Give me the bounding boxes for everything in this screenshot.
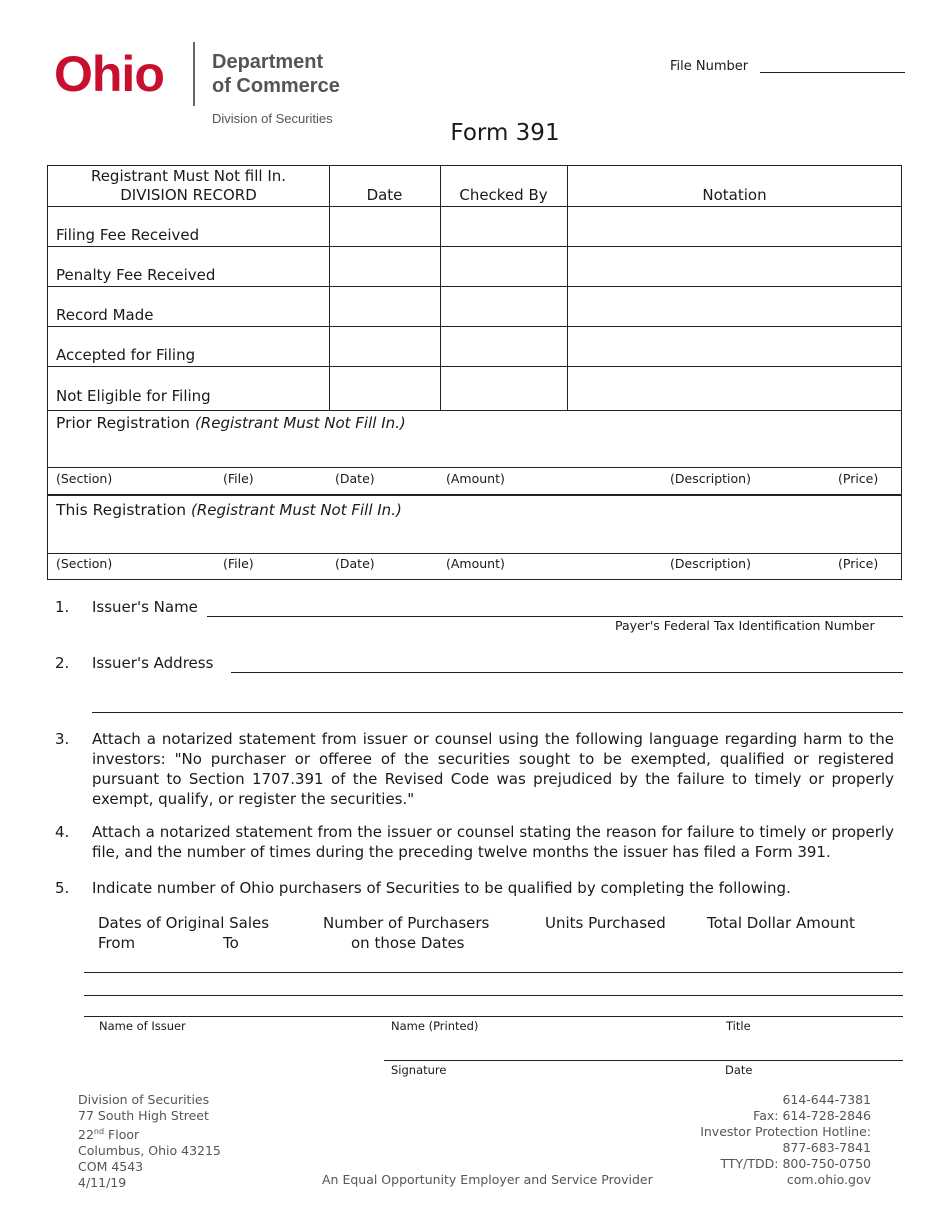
row-filing-fee-received: Filing Fee Received — [56, 226, 200, 244]
department-line2: of Commerce — [212, 75, 340, 97]
issuer-address-label: Issuer's Address — [92, 654, 214, 672]
signature-label: Signature — [391, 1063, 447, 1077]
name-of-issuer-field[interactable] — [84, 1016, 903, 1017]
prior-field-description: (Description) — [670, 471, 751, 486]
item-3-text: Attach a notarized statement from issuer or counsel using the following language regarding harm to the investors: "No purchaser or offeree of the securities sought to be exempted, qualified or registered pursuant to Section 1707.391 of the Revised Code was prejudiced by the failure to timely or properly exempt, qualify, or register the securities." — [92, 730, 894, 808]
prior-field-date: (Date) — [335, 471, 375, 486]
division-name: Division of Securities — [212, 111, 333, 126]
this-registration-note: (Registrant Must Not Fill In.) — [191, 501, 402, 519]
item-5-number: 5. — [55, 879, 70, 897]
this-field-date: (Date) — [335, 556, 375, 571]
division-record-table — [47, 165, 902, 411]
this-field-section: (Section) — [56, 556, 113, 571]
prior-registration-note: (Registrant Must Not Fill In.) — [194, 414, 406, 432]
row-penalty-fee-received: Penalty Fee Received — [56, 266, 216, 284]
purchasers-row-line-1[interactable] — [84, 972, 903, 973]
this-registration-label: This Registration — [56, 501, 191, 519]
title-label: Title — [726, 1019, 751, 1033]
tax-id-label: Payer's Federal Tax Identification Number — [615, 618, 875, 633]
item-5-text: Indicate number of Ohio purchasers of Securities to be qualified by completing the following. — [92, 879, 791, 897]
row-not-eligible-for-filing: Not Eligible for Filing — [56, 387, 211, 405]
file-number-label: File Number — [670, 59, 749, 74]
this-registration-title — [56, 501, 402, 519]
row-accepted-for-filing: Accepted for Filing — [56, 346, 196, 364]
logo-divider — [193, 42, 195, 106]
column-notation: Notation — [702, 186, 767, 204]
from-header: From — [98, 934, 136, 952]
column-date: Date — [366, 186, 403, 204]
footer-hotline: 877-683-7841 — [782, 1140, 871, 1155]
item-2-number: 2. — [55, 654, 70, 672]
registrant-note: Registrant Must Not fill In. — [90, 167, 287, 185]
dates-of-original-sales-header: Dates of Original Sales — [98, 914, 270, 932]
signature-field[interactable] — [384, 1060, 903, 1061]
to-header: To — [223, 934, 239, 952]
footer-street: 77 South High Street — [78, 1108, 209, 1123]
this-field-description: (Description) — [670, 556, 751, 571]
form-title: Form 391 — [450, 120, 560, 146]
prior-field-price: (Price) — [838, 471, 879, 486]
on-those-dates-header: on those Dates — [351, 934, 465, 952]
file-number-field[interactable] — [760, 72, 905, 73]
ohio-logo: Ohio — [54, 46, 164, 102]
purchasers-row-line-2[interactable] — [84, 995, 903, 996]
date-label: Date — [725, 1063, 753, 1077]
footer-equal-opportunity: An Equal Opportunity Employer and Service Provider — [322, 1172, 653, 1187]
this-field-amount: (Amount) — [446, 556, 505, 571]
division-record-header — [48, 167, 329, 205]
footer-website-link[interactable]: com.ohio.gov — [786, 1172, 871, 1187]
name-printed-label: Name (Printed) — [391, 1019, 479, 1033]
number-of-purchasers-header: Number of Purchasers — [323, 914, 490, 932]
this-registration-box — [47, 494, 902, 580]
footer-fax: Fax: 614-728-2846 — [753, 1108, 871, 1123]
prior-registration-box — [47, 410, 902, 496]
prior-registration-label: Prior Registration — [56, 414, 195, 432]
prior-field-amount: (Amount) — [446, 471, 505, 486]
issuer-name-label: Issuer's Name — [92, 598, 198, 616]
issuer-address-field[interactable] — [231, 672, 903, 673]
department-line1: Department — [212, 51, 324, 73]
prior-registration-title — [56, 414, 406, 432]
item-4-number: 4. — [55, 823, 70, 841]
this-field-price: (Price) — [838, 556, 879, 571]
division-record-title: DIVISION RECORD — [120, 186, 257, 204]
units-purchased-header: Units Purchased — [545, 914, 666, 932]
footer-revision-date: 4/11/19 — [78, 1175, 127, 1191]
footer-tty: TTY/TDD: 800-750-0750 — [720, 1156, 871, 1171]
footer-form-code: COM 4543 — [78, 1159, 144, 1175]
item-3-number: 3. — [55, 730, 70, 748]
prior-field-file: (File) — [223, 471, 254, 486]
issuer-address-field-line2[interactable] — [92, 712, 903, 713]
item-1-number: 1. — [55, 598, 70, 616]
column-checked-by: Checked By — [459, 186, 548, 204]
footer-hotline-label: Investor Protection Hotline: — [700, 1124, 871, 1139]
row-record-made: Record Made — [56, 306, 154, 324]
item-4-text: Attach a notarized statement from the issuer or counsel stating the reason for failure to timely or properly file, and the number of times during the preceding twelve months the issuer has filed a Form 391. — [92, 823, 894, 861]
footer-division: Division of Securities — [78, 1092, 210, 1107]
name-of-issuer-label: Name of Issuer — [99, 1019, 186, 1033]
department-name — [212, 50, 340, 98]
issuer-name-field[interactable] — [207, 616, 903, 617]
footer-contact — [700, 1092, 871, 1188]
footer-phone: 614-644-7381 — [782, 1092, 871, 1107]
total-dollar-amount-header: Total Dollar Amount — [707, 914, 855, 932]
footer-address — [78, 1092, 221, 1191]
prior-field-section: (Section) — [56, 471, 113, 486]
this-field-file: (File) — [223, 556, 254, 571]
footer-city: Columbus, Ohio 43215 — [78, 1143, 221, 1159]
footer-floor: 22nd Floor — [78, 1127, 140, 1143]
